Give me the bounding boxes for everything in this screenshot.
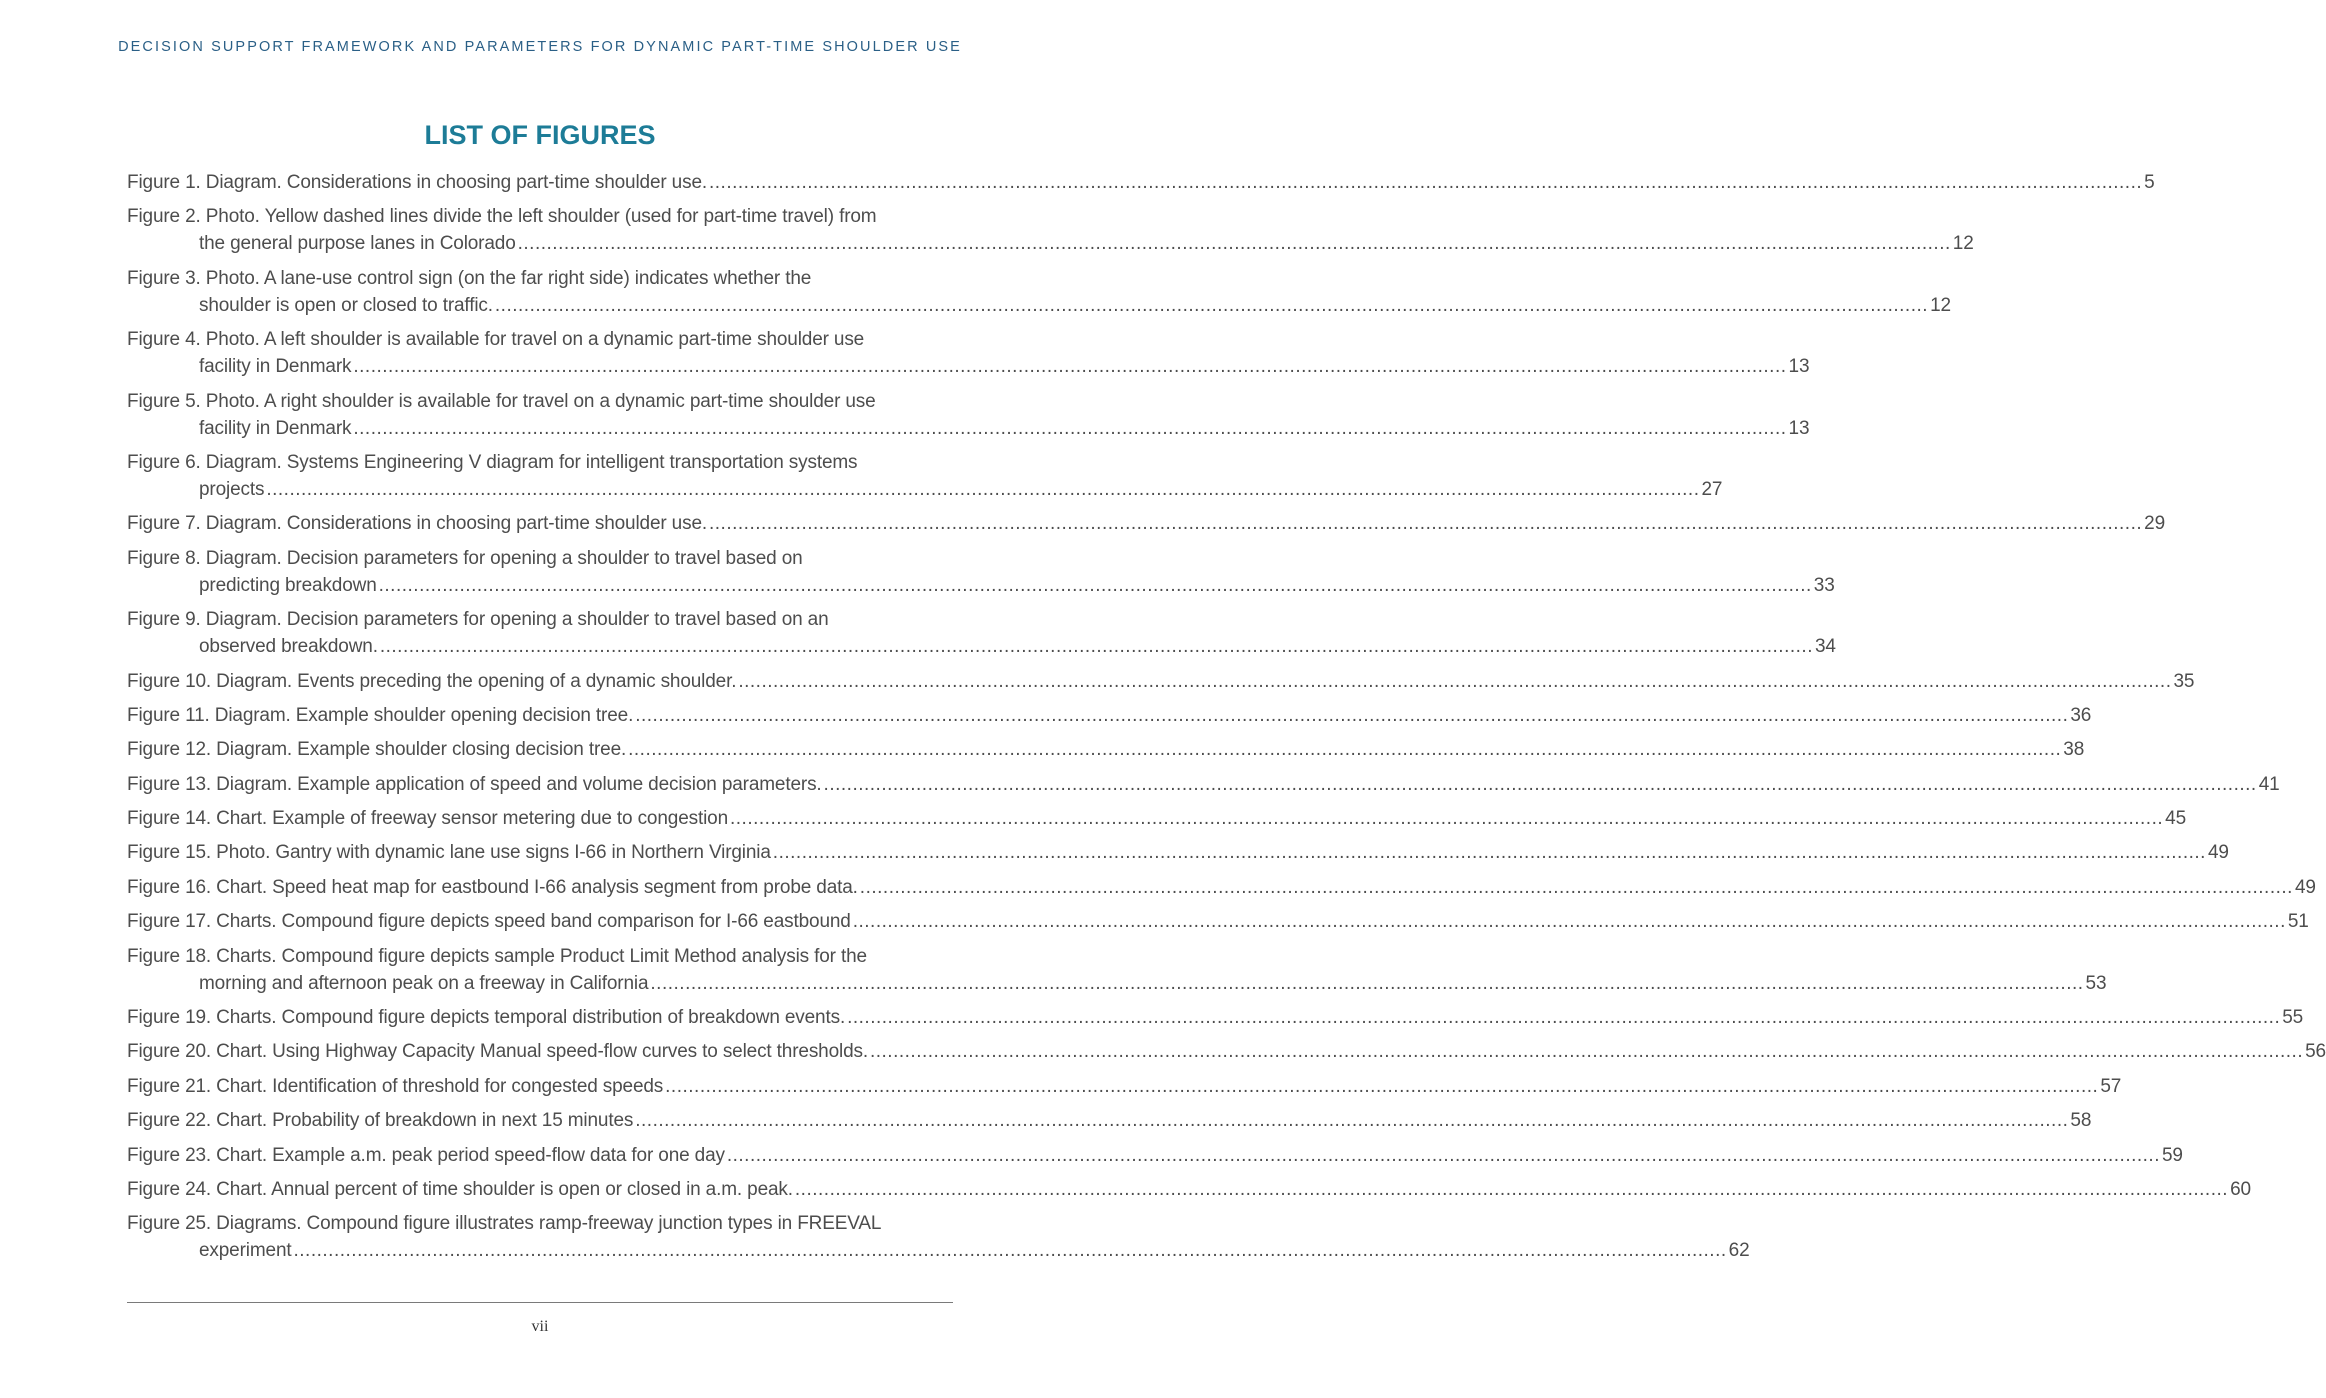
toc-entry-first-line xyxy=(127,1107,2092,1134)
toc-entry-page-number: 13 xyxy=(1788,417,1810,439)
toc-entry-page-number: 60 xyxy=(2230,1178,2251,1200)
dot-leader xyxy=(727,1142,2160,1169)
dot-leader xyxy=(709,510,2142,537)
toc-entry-first-line xyxy=(127,265,949,292)
toc-entry[interactable] xyxy=(127,668,2195,695)
toc-entry[interactable] xyxy=(127,908,2309,935)
list-of-figures xyxy=(127,169,2326,1272)
toc-entry-continuation-line xyxy=(127,633,1836,660)
dot-leader xyxy=(518,230,1951,257)
toc-entry[interactable] xyxy=(127,203,1974,257)
toc-entry-page-number: 58 xyxy=(2070,1110,2092,1132)
toc-entry-first-line xyxy=(127,1073,2122,1100)
toc-entry-page-number: 33 xyxy=(1813,574,1835,596)
toc-entry-page-number: 12 xyxy=(1952,233,1974,255)
toc-entry-caption: observed breakdown. xyxy=(199,636,378,658)
toc-entry-page-number: 57 xyxy=(2100,1075,2122,1097)
toc-entry[interactable] xyxy=(127,771,2280,798)
toc-entry[interactable] xyxy=(127,169,2155,196)
toc-entry-page-number: 36 xyxy=(2070,704,2092,726)
dot-leader xyxy=(870,1038,2303,1065)
toc-entry-caption: Figure 2. Photo. Yellow dashed lines divide the left shoulder (used for part-time travel) from xyxy=(127,206,877,228)
toc-entry[interactable] xyxy=(127,265,1951,319)
toc-entry-caption: facility in Denmark xyxy=(199,417,352,439)
toc-entry-first-line xyxy=(127,874,2316,901)
toc-entry[interactable] xyxy=(127,449,1723,503)
toc-entry-caption: Figure 14. Chart. Example of freeway sensor metering due to congestion xyxy=(127,808,728,830)
dot-leader xyxy=(773,839,2206,866)
toc-entry-first-line xyxy=(127,702,2092,729)
toc-entry-first-line xyxy=(127,169,2155,196)
toc-entry-caption: morning and afternoon peak on a freeway in California xyxy=(199,972,649,994)
running-header: DECISION SUPPORT FRAMEWORK AND PARAMETERS FOR DYNAMIC PART-TIME SHOULDER USE xyxy=(118,39,962,55)
toc-entry-first-line xyxy=(127,736,2085,763)
toc-entry-caption: Figure 5. Photo. A right shoulder is available for travel on a dynamic part-time shoulder use xyxy=(127,390,876,412)
toc-entry-caption: Figure 25. Diagrams. Compound figure illustrates ramp-freeway junction types in FREEVAL xyxy=(127,1213,882,1235)
toc-entry[interactable] xyxy=(127,545,1835,599)
toc-entry-caption: the general purpose lanes in Colorado xyxy=(199,233,516,255)
dot-leader xyxy=(294,1237,1727,1264)
toc-entry[interactable] xyxy=(127,1142,2183,1169)
toc-entry-page-number: 45 xyxy=(2165,808,2186,830)
toc-entry-first-line xyxy=(127,203,949,230)
toc-entry-page-number: 13 xyxy=(1788,356,1810,378)
dot-leader xyxy=(353,353,1786,380)
toc-entry-page-number: 53 xyxy=(2085,972,2107,994)
dot-leader xyxy=(353,415,1786,442)
dot-leader xyxy=(860,874,2293,901)
toc-entry-page-number: 59 xyxy=(2162,1144,2183,1166)
toc-entry[interactable] xyxy=(127,1107,2092,1134)
toc-entry-caption: Figure 19. Charts. Compound figure depicts temporal distribution of breakdown events. xyxy=(127,1007,846,1029)
toc-entry-first-line xyxy=(127,1038,2326,1065)
dot-leader xyxy=(635,1107,2068,1134)
toc-entry-caption: shoulder is open or closed to traffic. xyxy=(199,294,493,316)
dot-leader xyxy=(380,633,1813,660)
toc-entry-caption: Figure 6. Diagram. Systems Engineering V diagram for intelligent transportation systems xyxy=(127,451,858,473)
toc-entry-caption: Figure 3. Photo. A lane-use control sign (on the far right side) indicates whether the xyxy=(127,267,812,289)
toc-entry-caption: projects xyxy=(199,478,265,500)
dot-leader xyxy=(824,771,2257,798)
toc-entry-caption: Figure 21. Chart. Identification of threshold for congested speeds xyxy=(127,1075,664,1097)
toc-entry-page-number: 27 xyxy=(1701,478,1723,500)
toc-entry-page-number: 41 xyxy=(2258,773,2280,795)
toc-entry-caption: Figure 1. Diagram. Considerations in choosing part-time shoulder use. xyxy=(127,172,707,193)
dot-leader xyxy=(635,702,2068,729)
toc-entry-continuation-line xyxy=(127,415,1810,442)
toc-entry-caption: Figure 15. Photo. Gantry with dynamic lane use signs I-66 in Northern Virginia xyxy=(127,842,771,864)
toc-entry-caption: Figure 22. Chart. Probability of breakdown in next 15 minutes xyxy=(127,1110,634,1132)
toc-entry-first-line xyxy=(127,449,949,476)
toc-entry[interactable] xyxy=(127,1038,2326,1065)
toc-entry-first-line xyxy=(127,839,2229,866)
toc-entry-caption: Figure 12. Diagram. Example shoulder closing decision tree. xyxy=(127,739,627,761)
toc-entry-caption: Figure 9. Diagram. Decision parameters for opening a shoulder to travel based on an xyxy=(127,609,829,631)
toc-entry[interactable] xyxy=(127,805,2186,832)
toc-entry-continuation-line xyxy=(127,572,1835,599)
toc-entry-first-line xyxy=(127,1210,949,1237)
toc-entry[interactable] xyxy=(127,1073,2122,1100)
toc-entry-first-line xyxy=(127,1176,2251,1203)
toc-entry-caption: facility in Denmark xyxy=(199,356,352,378)
toc-entry[interactable] xyxy=(127,1210,1750,1264)
toc-entry-caption: predicting breakdown xyxy=(199,574,377,596)
toc-entry-continuation-line xyxy=(127,353,1810,380)
toc-entry[interactable] xyxy=(127,943,2107,997)
toc-entry-caption: Figure 20. Chart. Using Highway Capacity Manual speed-flow curves to select thresholds. xyxy=(127,1041,868,1063)
toc-entry[interactable] xyxy=(127,326,1810,380)
dot-leader xyxy=(628,736,2061,763)
toc-entry-page-number: 49 xyxy=(2294,876,2316,898)
dot-leader xyxy=(650,970,2083,997)
toc-entry[interactable] xyxy=(127,388,1810,442)
toc-entry[interactable] xyxy=(127,874,2316,901)
toc-entry-page-number: 56 xyxy=(2305,1041,2326,1063)
toc-entry-caption: Figure 11. Diagram. Example shoulder opening decision tree. xyxy=(127,704,634,726)
toc-entry[interactable] xyxy=(127,702,2092,729)
toc-entry-first-line xyxy=(127,771,2280,798)
toc-entry-page-number: 51 xyxy=(2287,911,2309,933)
toc-entry-first-line xyxy=(127,668,2195,695)
toc-entry-caption: Figure 13. Diagram. Example application of speed and volume decision parameters. xyxy=(127,773,822,795)
toc-entry-continuation-line xyxy=(127,970,2107,997)
toc-entry-first-line xyxy=(127,805,2186,832)
toc-entry[interactable] xyxy=(127,1176,2251,1203)
toc-entry[interactable] xyxy=(127,1004,2304,1031)
toc-entry-caption: Figure 8. Diagram. Decision parameters for opening a shoulder to travel based on xyxy=(127,547,803,569)
toc-entry-page-number: 55 xyxy=(2282,1007,2304,1029)
dot-leader xyxy=(853,908,2286,935)
toc-entry-page-number: 12 xyxy=(1930,294,1951,316)
toc-entry[interactable] xyxy=(127,510,2165,537)
toc-entry-page-number: 5 xyxy=(2144,172,2155,193)
toc-entry-continuation-line xyxy=(127,292,1951,319)
toc-entry-first-line xyxy=(127,326,949,353)
dot-leader xyxy=(709,169,2142,196)
toc-entry-page-number: 38 xyxy=(2063,739,2085,761)
dot-leader xyxy=(795,1176,2228,1203)
toc-entry-continuation-line xyxy=(127,1237,1750,1264)
toc-entry-first-line xyxy=(127,606,949,633)
toc-entry-continuation-line xyxy=(127,230,1974,257)
dot-leader xyxy=(730,805,2163,832)
toc-entry[interactable] xyxy=(127,736,2085,763)
page-number: vii xyxy=(531,1318,549,1335)
toc-entry-caption: Figure 24. Chart. Annual percent of time shoulder is open or closed in a.m. peak. xyxy=(127,1178,793,1200)
toc-entry-caption: Figure 16. Chart. Speed heat map for eastbound I-66 analysis segment from probe data. xyxy=(127,876,858,898)
footer-rule xyxy=(127,1302,953,1303)
toc-entry-first-line xyxy=(127,943,949,970)
toc-entry-first-line xyxy=(127,908,2309,935)
toc-entry-caption: Figure 10. Diagram. Events preceding the opening of a dynamic shoulder. xyxy=(127,670,737,692)
toc-entry-continuation-line xyxy=(127,476,1723,503)
toc-entry-caption: Figure 18. Charts. Compound figure depicts sample Product Limit Method analysis for the xyxy=(127,945,867,967)
toc-entry-page-number: 49 xyxy=(2207,842,2229,864)
toc-entry-caption: Figure 7. Diagram. Considerations in choosing part-time shoulder use. xyxy=(127,513,707,535)
toc-entry-page-number: 35 xyxy=(2173,670,2195,692)
dot-leader xyxy=(266,476,1699,503)
dot-leader xyxy=(738,668,2171,695)
dot-leader xyxy=(665,1073,2098,1100)
dot-leader xyxy=(847,1004,2280,1031)
toc-entry-page-number: 29 xyxy=(2144,513,2165,535)
toc-entry-first-line xyxy=(127,1142,2183,1169)
toc-entry-page-number: 62 xyxy=(1728,1240,1750,1262)
toc-entry-first-line xyxy=(127,510,2165,537)
toc-entry-page-number: 34 xyxy=(1814,636,1836,658)
toc-entry[interactable] xyxy=(127,839,2229,866)
dot-leader xyxy=(379,572,1812,599)
toc-entry-first-line xyxy=(127,388,949,415)
toc-entry-caption: Figure 17. Charts. Compound figure depicts speed band comparison for I-66 eastbound xyxy=(127,911,851,933)
toc-entry-caption: Figure 23. Chart. Example a.m. peak period speed-flow data for one day xyxy=(127,1144,725,1166)
toc-entry-caption: Figure 4. Photo. A left shoulder is available for travel on a dynamic part-time shoulder use xyxy=(127,329,865,351)
page-title: LIST OF FIGURES xyxy=(424,120,656,150)
toc-entry[interactable] xyxy=(127,606,1836,660)
toc-entry-first-line xyxy=(127,1004,2304,1031)
toc-entry-caption: experiment xyxy=(199,1240,292,1262)
toc-entry-first-line xyxy=(127,545,949,572)
dot-leader xyxy=(495,292,1928,319)
